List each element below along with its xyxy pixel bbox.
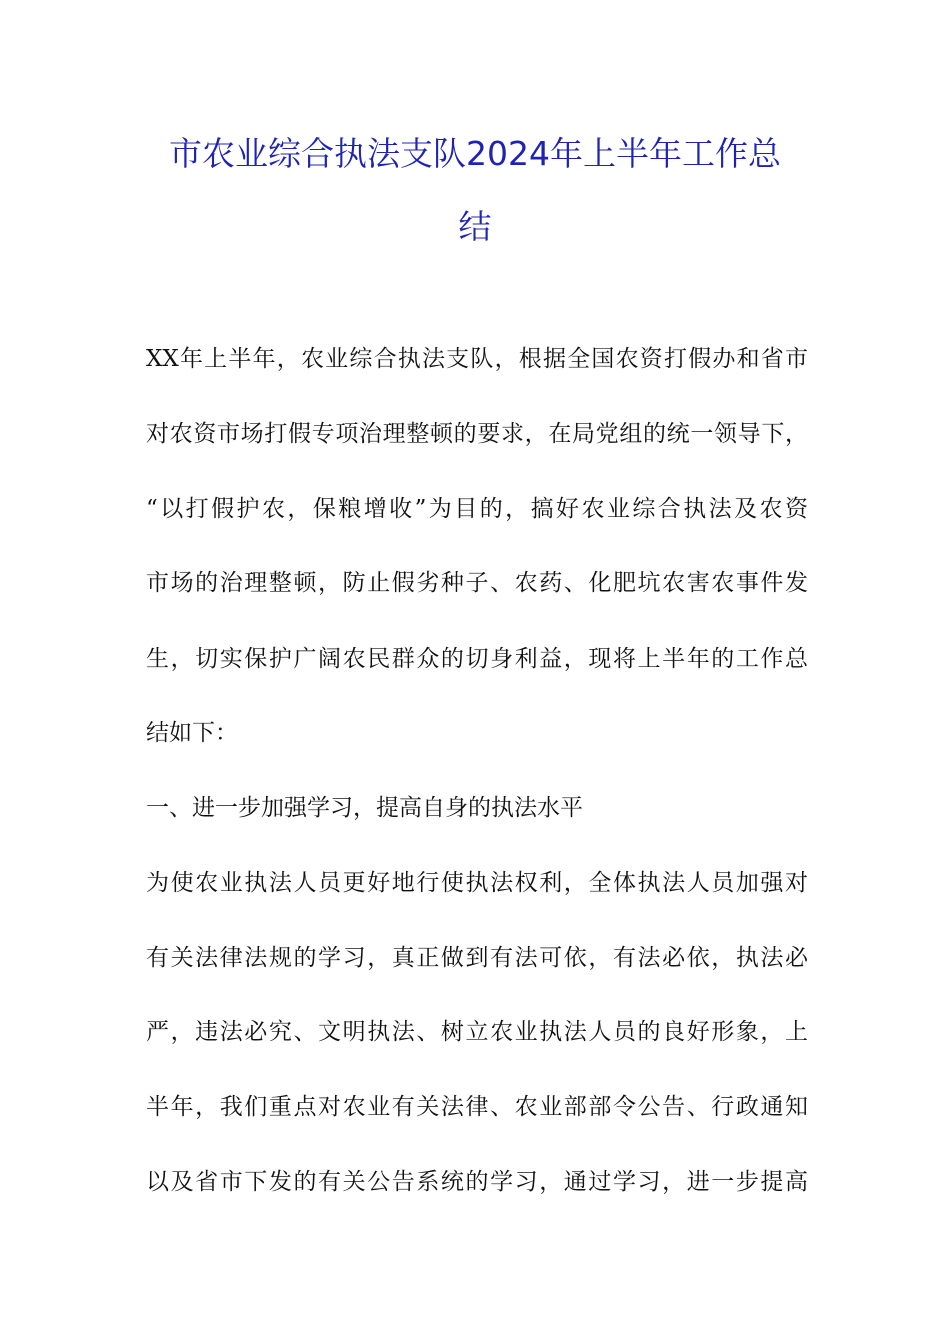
body-line-11: 半年，我们重点对农业有关法律、农业部部令公告、行政通知 — [146, 1094, 808, 1120]
body-line-2: 对农资市场打假专项治理整顿的要求，在局党组的统一领导下， — [146, 421, 808, 447]
document-title-line-1: 市农业综合执法支队2024年上半年工作总 — [169, 134, 781, 173]
body-line-5: 生，切实保护广阔农民群众的切身利益，现将上半年的工作总 — [146, 646, 808, 672]
body-line-8: 为使农业执法人员更好地行使执法权利，全体执法人员加强对 — [146, 870, 808, 896]
section-heading-1: 一、进一步加强学习，提高自身的执法水平 — [146, 795, 583, 821]
body-line-3: “以打假护农，保粮增收”为目的，搞好农业综合执法及农资 — [146, 496, 808, 522]
body-line-12: 以及省市下发的有关公告系统的学习，通过学习，进一步提高 — [146, 1169, 808, 1195]
body-line-1: XX年上半年，农业综合执法支队，根据全国农资打假办和省市 — [146, 346, 808, 372]
body-line-10: 严，违法必究、文明执法、树立农业执法人员的良好形象，上 — [146, 1019, 808, 1045]
body-line-4: 市场的治理整顿，防止假劣种子、农药、化肥坑农害农事件发 — [146, 570, 808, 596]
body-line-9: 有关法律法规的学习，真正做到有法可依，有法必依，执法必 — [146, 945, 808, 971]
body-line-6: 结如下： — [146, 720, 238, 746]
document-title-line-2: 结 — [458, 207, 492, 246]
